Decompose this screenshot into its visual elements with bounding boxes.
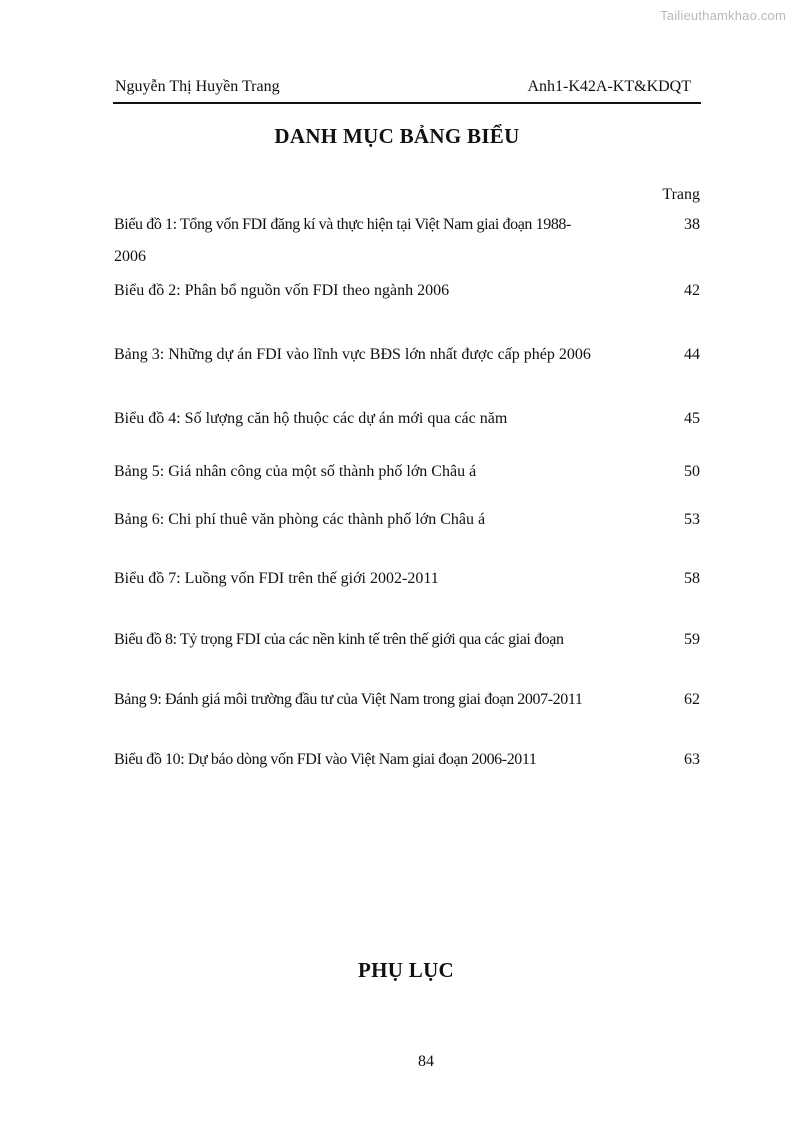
- appendix-title: PHỤ LỤC: [357, 958, 454, 982]
- list-item: [114, 691, 700, 713]
- entry-page-number: 42: [684, 282, 700, 299]
- entry-page-number: 38: [684, 216, 700, 233]
- entry-label: Bảng 3: Những dự án FDI vào lĩnh vực BĐS lớn nhất được cấp phép 2006: [114, 346, 591, 363]
- entry-label: Bảng 9: Đánh giá môi trường đầu tư của Việt Nam trong giai đoạn 2007-2011: [114, 691, 583, 708]
- list-item: [114, 511, 700, 533]
- list-item: [114, 631, 700, 653]
- page-number: 84: [418, 1053, 434, 1070]
- page-column-header: Trang: [662, 186, 700, 203]
- entry-label: Bảng 6: Chi phí thuê văn phòng các thành phố lớn Châu á: [114, 511, 486, 528]
- entry-label: Bảng 5: Giá nhân công của một số thành phố lớn Châu á: [114, 463, 477, 480]
- list-item: [114, 410, 700, 432]
- entry-label: Biểu đồ 4: Số lượng căn hộ thuộc các dự án mới qua các năm: [114, 410, 508, 427]
- list-item: [114, 216, 700, 265]
- header-class-code: Anh1-K42A-KT&KDQT: [527, 78, 691, 95]
- entry-label: Biểu đồ 2: Phân bổ nguồn vốn FDI theo ngành 2006: [114, 282, 450, 299]
- entry-page-number: 62: [684, 691, 700, 708]
- entry-label: Biểu đồ 10: Dự báo dòng vốn FDI vào Việt Nam giai đoạn 2006-2011: [114, 751, 537, 768]
- list-item: [114, 463, 700, 485]
- list-item: [114, 751, 700, 773]
- entry-page-number: 53: [684, 511, 700, 528]
- entry-page-number: 59: [684, 631, 700, 648]
- list-item: [114, 282, 700, 304]
- entry-page-number: 44: [684, 346, 700, 363]
- entry-page-number: 58: [684, 570, 700, 587]
- page-title: DANH MỤC BẢNG BIỂU: [274, 124, 520, 148]
- entry-page-number: 50: [684, 463, 700, 480]
- header-author: Nguyễn Thị Huyền Trang: [115, 78, 280, 95]
- entry-page-number: 63: [684, 751, 700, 768]
- page-header: [113, 78, 701, 104]
- entry-page-number: 45: [684, 410, 700, 427]
- list-item: [114, 346, 700, 368]
- entry-label: Biểu đồ 1: Tổng vốn FDI đăng kí và thực hiện tại Việt Nam giai đoạn 1988-: [114, 216, 571, 233]
- entry-label: Biểu đồ 8: Tỷ trọng FDI của các nền kinh tế trên thế giới qua các giai đoạn: [114, 631, 564, 648]
- entry-label-continuation: 2006: [114, 248, 146, 265]
- entry-label: Biểu đồ 7: Luồng vốn FDI trên thế giới 2002-2011: [114, 570, 439, 587]
- watermark-text: Tailieuthamkhao.com: [660, 8, 786, 23]
- list-item: [114, 570, 700, 592]
